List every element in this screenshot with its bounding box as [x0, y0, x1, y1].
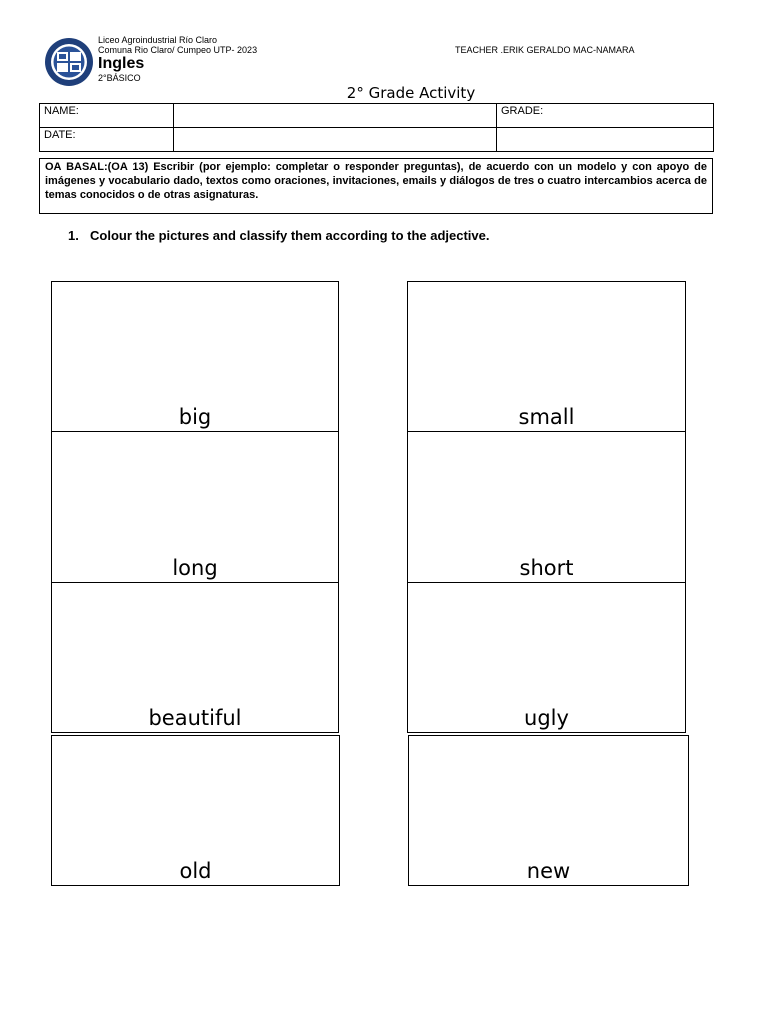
adjective-label-beautiful: beautiful — [148, 706, 242, 730]
grade-label: GRADE: — [497, 104, 714, 128]
school-info — [98, 35, 257, 55]
adjective-label-old: old — [179, 859, 212, 883]
page-title: 2° Grade Activity — [346, 84, 476, 102]
card-new[interactable] — [408, 735, 689, 886]
instruction-text: Colour the pictures and classify them according to the adjective. — [90, 228, 490, 243]
card-old[interactable] — [51, 735, 340, 886]
name-label: NAME: — [40, 104, 174, 128]
card-short[interactable] — [407, 431, 686, 583]
adjective-label-big: big — [178, 405, 212, 429]
card-beautiful[interactable] — [51, 582, 339, 733]
school-name: Liceo Agroindustrial Río Claro — [98, 35, 218, 45]
adjective-label-small: small — [518, 405, 575, 429]
learning-objective: OA BASAL:(OA 13) Escribir (por ejemplo: completar o responder preguntas), de acuerdo con un modelo y con apoyo de imágenes y vocabulario dado, textos como oraciones, invitaciones, emails y diálogos de tres o cuatro intercambios acerca de temas conocidos o de otras asignaturas. — [39, 158, 713, 214]
card-small[interactable] — [407, 281, 686, 432]
student-info-table — [39, 103, 714, 152]
subject-name: Ingles — [98, 55, 145, 72]
adjective-label-short: short — [519, 556, 574, 580]
adjective-label-ugly: ugly — [524, 706, 569, 730]
grade-level: 2°BÁSICO — [98, 73, 141, 83]
card-big[interactable] — [51, 281, 339, 432]
instruction — [68, 228, 489, 244]
adjective-label-long: long — [172, 556, 218, 580]
card-ugly[interactable] — [407, 582, 686, 733]
date-label: DATE: — [40, 128, 174, 152]
grade-field[interactable] — [497, 128, 714, 152]
card-long[interactable] — [51, 431, 339, 583]
instruction-number: 1. — [68, 228, 79, 243]
adjective-label-new: new — [526, 859, 571, 883]
school-commune: Comuna Rio Claro/ Cumpeo UTP- 2023 — [98, 45, 258, 55]
school-logo — [44, 37, 94, 87]
teacher-name: TEACHER .ERIK GERALDO MAC-NAMARA — [455, 45, 635, 55]
name-field[interactable] — [174, 104, 497, 128]
date-field[interactable] — [174, 128, 497, 152]
